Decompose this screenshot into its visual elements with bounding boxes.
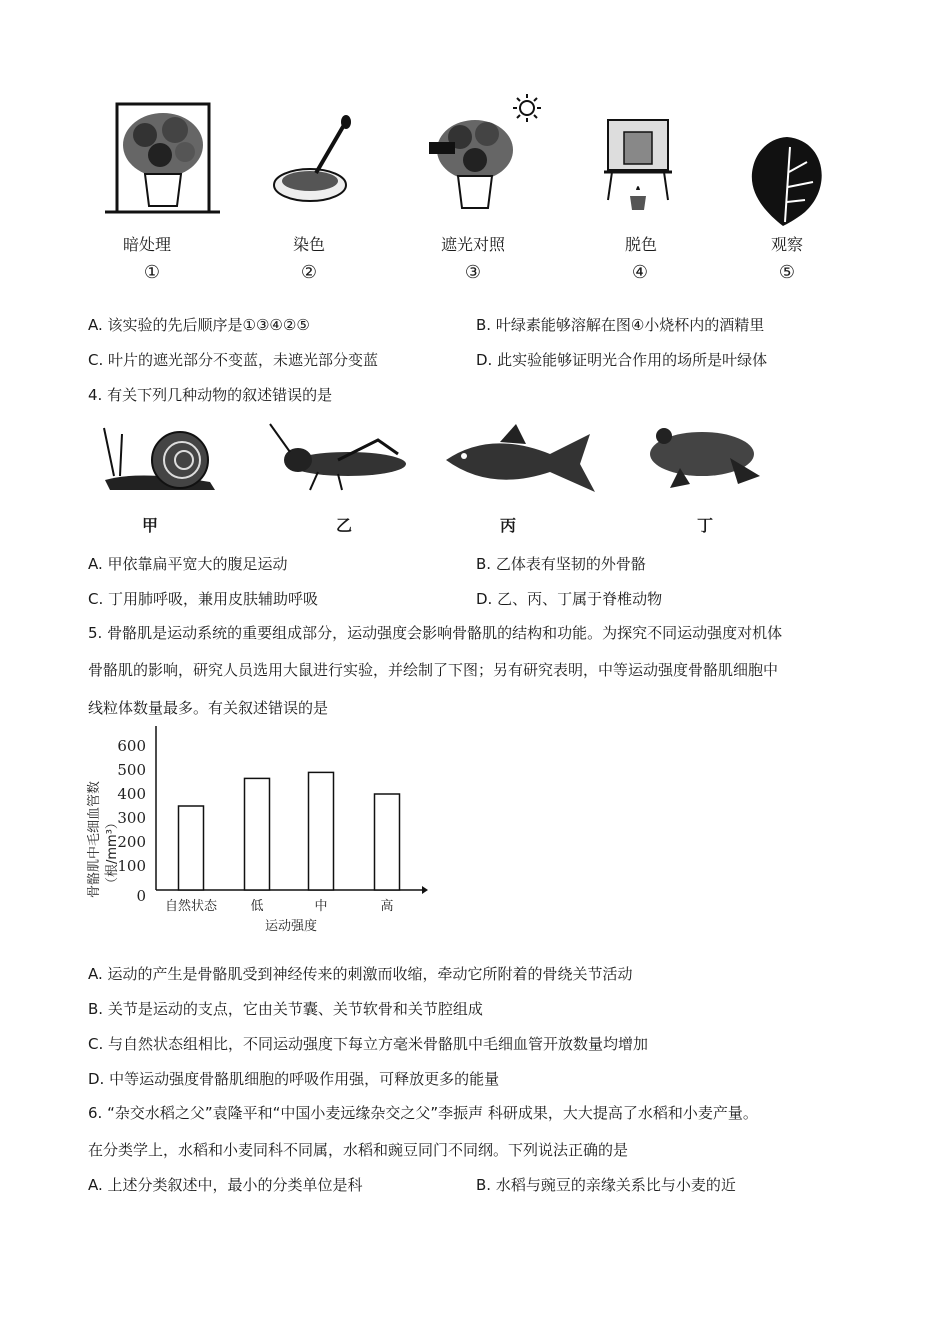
y-tick-label: 200: [117, 833, 146, 851]
staining-image: [270, 115, 355, 210]
q3-option-b[interactable]: B. 叶绿素能够溶解在图④小烧杯内的酒精里: [476, 316, 765, 334]
y-tick-label: 300: [117, 809, 146, 827]
animal-label-jia: 甲: [142, 516, 159, 535]
fish-image: [440, 420, 600, 505]
y-axis-label-line2: （根/mm³）: [105, 816, 120, 890]
animal-label-ding: 丁: [697, 516, 714, 535]
q5-stem-line-1: 5. 骨骼肌是运动系统的重要组成部分，运动强度会影响骨骼肌的结构和功能。为探究不同运动强度对机体: [88, 624, 783, 642]
q4-option-d[interactable]: D. 乙、丙、丁属于脊椎动物: [476, 590, 663, 608]
step-label-4: 脱色: [624, 235, 657, 254]
frog-image: [640, 418, 770, 493]
step-number-5: ⑤: [778, 262, 796, 283]
x-tick-label: 中: [314, 899, 328, 914]
q6-stem-line-2: 在分类学上，水稻和小麦同科不同属，水稻和豌豆同门不同纲。下列说法正确的是: [88, 1141, 629, 1159]
q3-option-c[interactable]: C. 叶片的遮光部分不变蓝，未遮光部分变蓝: [88, 351, 379, 369]
animal-label-yi: 乙: [336, 516, 353, 535]
q6-stem-line-1: 6. “杂交水稻之父”袁隆平和“中国小麦远缘杂交之父”李振声 科研成果，大大提高了水稻和小麦产量。: [88, 1104, 758, 1122]
leaf-image: [745, 132, 830, 227]
q4-option-a[interactable]: A. 甲依靠扁平宽大的腹足运动: [88, 555, 288, 573]
x-axis-label: 运动强度: [265, 919, 318, 934]
q5-option-d[interactable]: D. 中等运动强度骨骼肌细胞的呼吸作用强，可释放更多的能量: [88, 1070, 500, 1088]
q4-option-c[interactable]: C. 丁用肺呼吸，兼用皮肤辅助呼吸: [88, 590, 319, 608]
q4-option-b[interactable]: B. 乙体表有坚韧的外骨骼: [476, 555, 646, 573]
x-tick-label: 低: [250, 899, 264, 914]
y-axis-label-line1: 骨骼肌中毛细血管数: [87, 780, 102, 898]
step-label-3: 遮光对照: [440, 235, 505, 254]
step-label-1: 暗处理: [122, 235, 171, 254]
q5-option-b[interactable]: B. 关节是运动的支点，它由关节囊、关节软骨和关节腔组成: [88, 1000, 483, 1018]
step-label-5: 观察: [770, 235, 803, 254]
step-number-2: ②: [300, 262, 318, 283]
y-tick-label: 500: [117, 761, 146, 779]
capillary-bar-chart: [80, 722, 440, 942]
bar-0: [179, 806, 204, 890]
shading-contrast-image: [425, 92, 550, 214]
bar-1: [245, 778, 270, 890]
decolorizing-image: [600, 110, 680, 220]
step-number-4: ④: [631, 262, 649, 283]
step-label-2: 染色: [292, 235, 325, 254]
grasshopper-image: [268, 420, 413, 495]
bar-2: [309, 772, 334, 890]
q6-option-b[interactable]: B. 水稻与豌豆的亲缘关系比与小麦的近: [476, 1176, 736, 1194]
q5-option-a[interactable]: A. 运动的产生是骨骼肌受到神经传来的刺激而收缩，牵动它所附着的骨绕关节活动: [88, 965, 633, 983]
x-tick-label: 自然状态: [164, 899, 218, 914]
q4-stem: 4. 有关下列几种动物的叙述错误的是: [88, 386, 333, 404]
q6-option-a[interactable]: A. 上述分类叙述中，最小的分类单位是科: [88, 1176, 363, 1194]
animal-label-bing: 丙: [500, 516, 517, 535]
x-axis-arrow: [422, 886, 428, 894]
q3-option-a[interactable]: A. 该实验的先后顺序是①③④②⑤: [88, 316, 310, 334]
bar-3: [375, 794, 400, 890]
step-number-1: ①: [143, 262, 161, 283]
snail-image: [100, 420, 230, 495]
dark-treatment-image: [105, 100, 220, 218]
y-tick-label: 100: [117, 857, 146, 875]
y-tick-label: 0: [136, 887, 146, 905]
q3-option-d[interactable]: D. 此实验能够证明光合作用的场所是叶绿体: [476, 351, 768, 369]
x-tick-label: 高: [380, 899, 394, 914]
y-tick-label: 400: [117, 785, 146, 803]
q5-stem-line-3: 线粒体数量最多。有关叙述错误的是: [88, 699, 329, 717]
q5-stem-line-2: 骨骼肌的影响，研究人员选用大鼠进行实验，并绘制了下图；另有研究表明，中等运动强度骨骼肌细胞中: [88, 661, 779, 679]
step-number-3: ③: [464, 262, 482, 283]
y-tick-label: 600: [117, 737, 146, 755]
q5-option-c[interactable]: C. 与自然状态组相比，不同运动强度下每立方毫米骨骼肌中毛细血管开放数量均增加: [88, 1035, 649, 1053]
